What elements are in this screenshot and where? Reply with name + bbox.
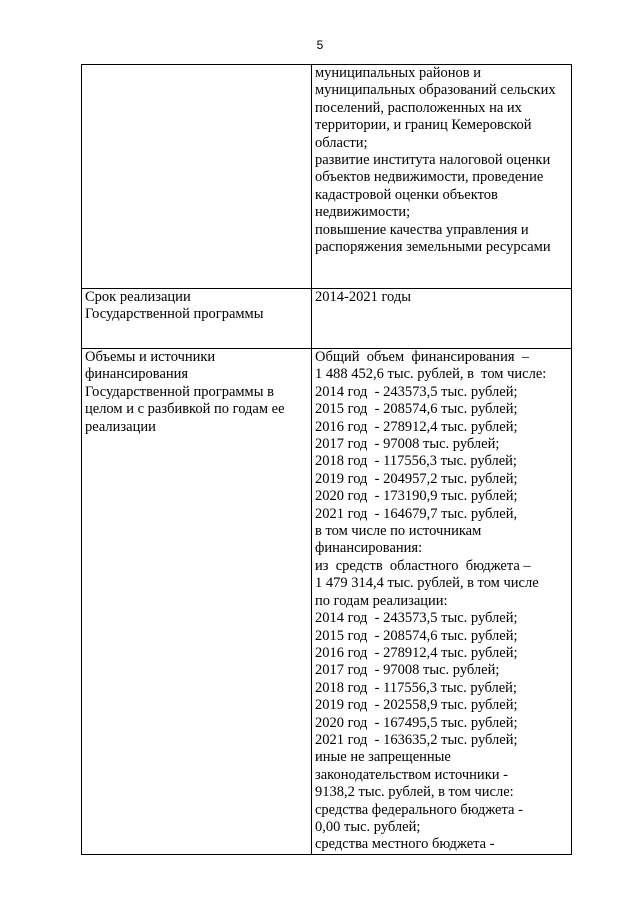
text-line: 2014 год - 243573,5 тыс. рублей; — [315, 610, 518, 627]
text-line: иные не запрещенные — [315, 749, 451, 766]
text-line: в том числе по источникам — [315, 523, 482, 540]
text-line: Общий объем финансирования – — [315, 349, 529, 365]
text-line: поселений, расположенных на их — [315, 99, 522, 116]
program-passport-table — [81, 64, 572, 855]
text-line: недвижимости; — [315, 204, 411, 221]
text-line: законодательством источники - — [315, 766, 508, 783]
text-line: 2016 год - 278912,4 тыс. рублей; — [315, 418, 518, 435]
text-line: 2016 год - 278912,4 тыс. рублей; — [315, 644, 518, 661]
text-line: средства федерального бюджета - — [315, 801, 523, 818]
text-line: кадастровой оценки объектов — [315, 186, 498, 203]
text-line: 2017 год - 97008 тыс. рублей; — [315, 662, 500, 679]
text-line: 2018 год - 117556,3 тыс. рублей; — [315, 679, 517, 696]
text-line: 2021 год - 164679,7 тыс. рублей, — [315, 505, 518, 522]
text-line: развитие института налоговой оценки — [315, 152, 551, 169]
text-line: 2014 год - 243573,5 тыс. рублей; — [315, 383, 518, 400]
cell-objectives-text — [312, 65, 572, 289]
cell-period-label — [82, 289, 312, 349]
text-line: 2019 год - 204957,2 тыс. рублей; — [315, 470, 518, 487]
text-line: Государственной программы — [85, 306, 264, 323]
text-line: средства местного бюджета - — [315, 836, 495, 853]
table-row-objectives-continued — [82, 65, 572, 289]
text-line: 2018 год - 117556,3 тыс. рублей; — [315, 453, 517, 470]
text-line: территории, и границ Кемеровской — [315, 117, 532, 134]
cell-funding-label — [82, 349, 312, 855]
text-line: области; — [315, 134, 368, 151]
text-line: Срок реализации — [85, 289, 191, 305]
cell-left-empty — [82, 65, 312, 289]
text-line: 2021 год - 163635,2 тыс. рублей; — [315, 731, 518, 748]
text-line: муниципальных образований сельских — [315, 82, 556, 99]
text-line: 1 479 314,4 тыс. рублей, в том числе — [315, 575, 539, 592]
cell-period-value — [312, 289, 572, 349]
text-line: муниципальных районов и — [315, 65, 481, 81]
text-line: 2017 год - 97008 тыс. рублей; — [315, 436, 500, 453]
text-line: 2019 год - 202558,9 тыс. рублей; — [315, 697, 518, 714]
text-line: финансирования: — [315, 540, 423, 557]
page-number: 5 — [316, 38, 324, 52]
table-row-implementation-period — [82, 289, 572, 349]
text-line: из средств областного бюджета – — [315, 557, 531, 574]
text-line: Государственной программы в — [85, 383, 274, 400]
text-line: по годам реализации: — [315, 592, 448, 609]
text-line: 2015 год - 208574,6 тыс. рублей; — [315, 401, 518, 418]
text-line: 0,00 тыс. рублей; — [315, 818, 421, 835]
text-line: финансирования — [85, 366, 189, 383]
text-line: 9138,2 тыс. рублей, в том числе: — [315, 784, 514, 801]
text-line: 1 488 452,6 тыс. рублей, в том числе: — [315, 366, 547, 383]
text-line: целом и с разбивкой по годам ее — [85, 401, 285, 418]
text-line: 2020 год - 173190,9 тыс. рублей; — [315, 488, 518, 505]
table-row-funding — [82, 349, 572, 855]
text-line: 2014-2021 годы — [315, 289, 411, 305]
cell-funding-details — [312, 349, 572, 855]
text-line: 2020 год - 167495,5 тыс. рублей; — [315, 714, 518, 731]
text-line: распоряжения земельными ресурсами — [315, 239, 551, 256]
text-line: повышение качества управления и — [315, 221, 529, 238]
text-line: объектов недвижимости, проведение — [315, 169, 544, 186]
text-line: Объемы и источники — [85, 349, 216, 365]
text-line: реализации — [85, 418, 156, 435]
text-line: 2015 год - 208574,6 тыс. рублей; — [315, 627, 518, 644]
